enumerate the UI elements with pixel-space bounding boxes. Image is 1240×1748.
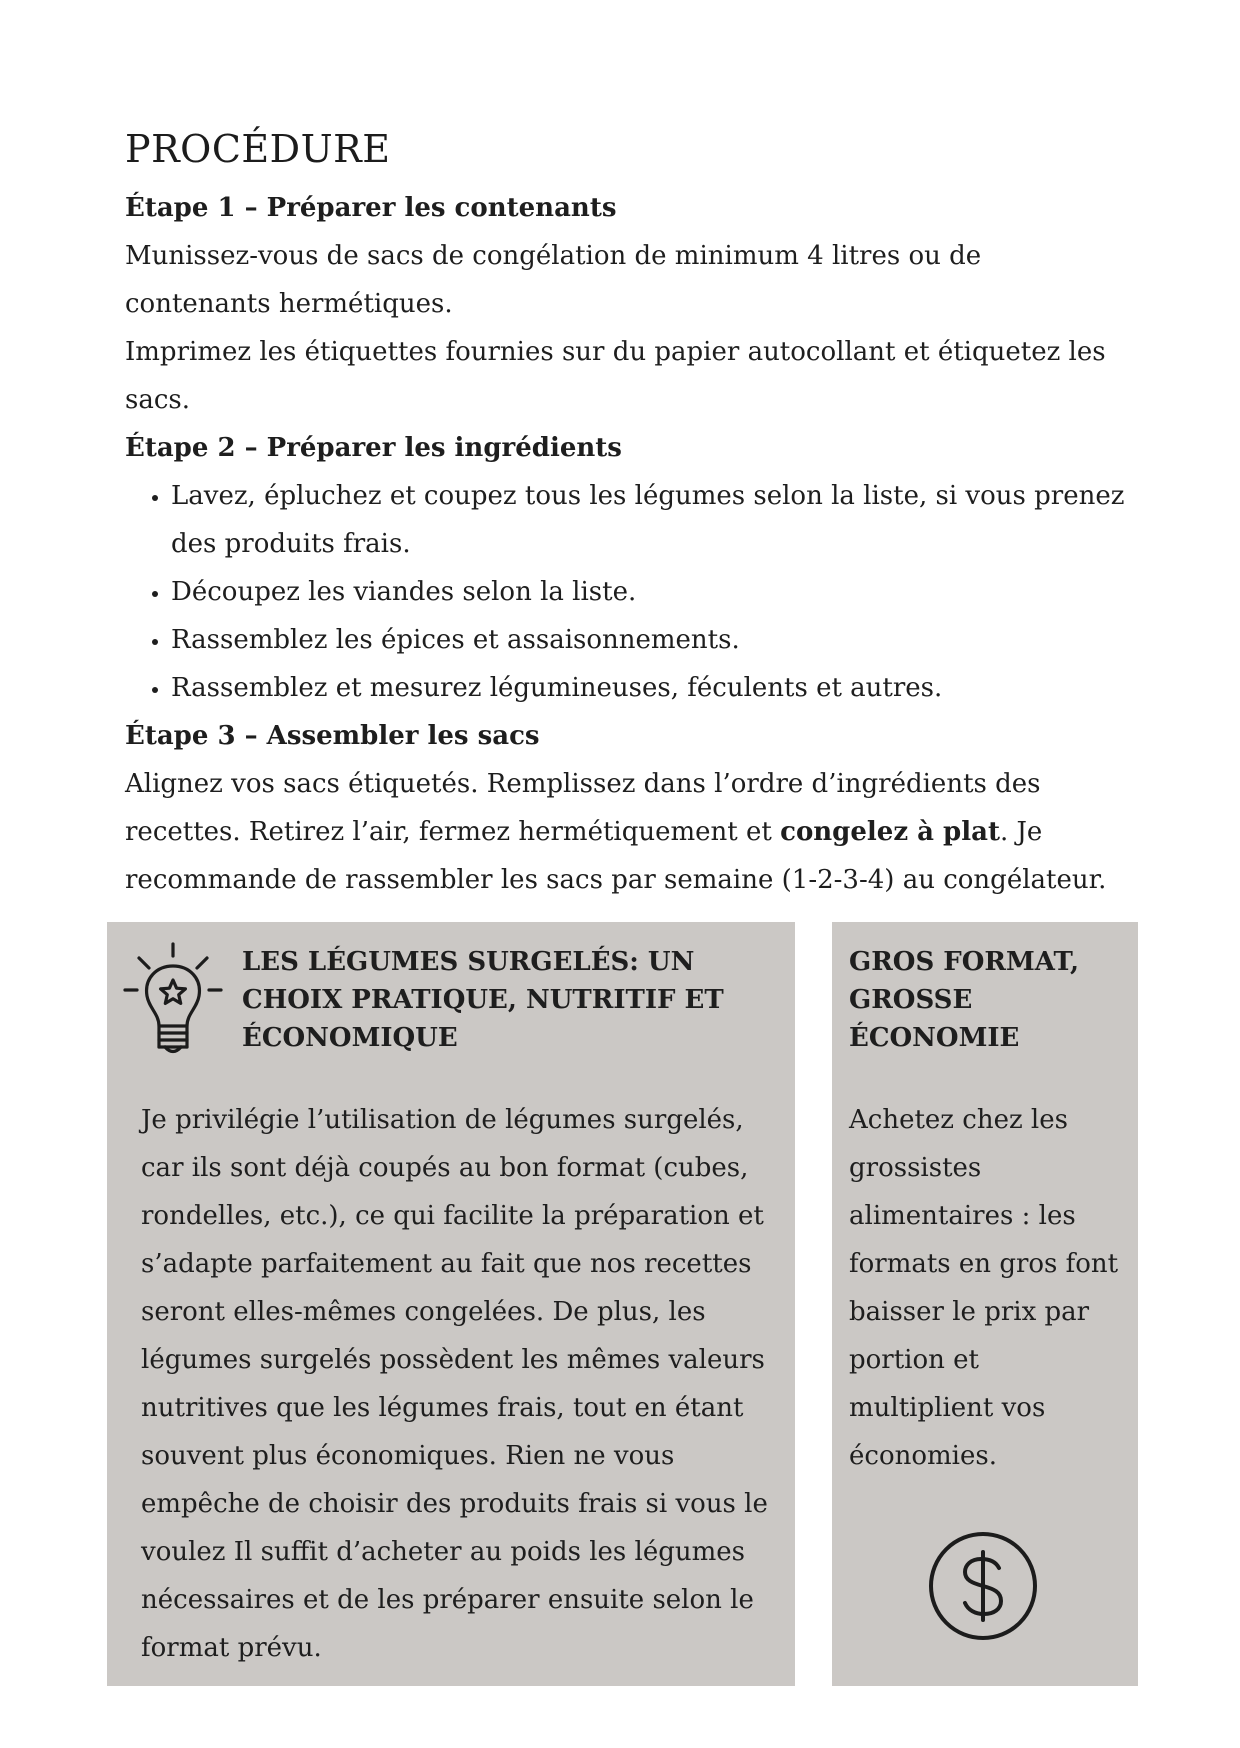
lightbulb-star-icon <box>123 942 223 1062</box>
step-2-title: Étape 2 – Préparer les ingrédients <box>125 433 622 463</box>
step-3-text-before: Alignez vos sacs étiquetés. Remplissez dans l’ordre d’ingrédients des recettes. Retirez l’air, fermez hermétiquement et <box>125 769 1041 847</box>
frozen-vegetables-title: LES LÉGUMES SURGELÉS: UN CHOIX PRATIQUE, NUTRITIF ET ÉCONOMIQUE <box>242 947 724 1053</box>
step-3-title: Étape 3 – Assembler les sacs <box>125 721 540 751</box>
step-1-title: Étape 1 – Préparer les contenants <box>125 193 617 223</box>
step-1-text-labels: Imprimez les étiquettes fournies sur du papier autocollant et étiquetez les sacs. <box>125 337 1106 415</box>
list-item: • Rassemblez les épices et assaisonnements. <box>171 616 1125 664</box>
bulk-format-box <box>832 922 1138 1686</box>
list-item: • Rassemblez et mesurez légumineuses, féculents et autres. <box>171 664 1125 712</box>
page-title: PROCÉDURE <box>125 127 391 171</box>
dollar-circle-icon <box>927 1530 1039 1642</box>
list-item: • Lavez, épluchez et coupez tous les légumes selon la liste, si vous prenez des produits frais. <box>171 472 1125 568</box>
bulk-format-text: Achetez chez les grossistes alimentaires : les formats en gros font baisser le prix par portion et multiplient vos économies. <box>849 1105 1119 1471</box>
step-1-text-containers: Munissez-vous de sacs de congélation de minimum 4 litres ou de contenants hermétiques. <box>125 241 982 319</box>
step-3-text-after: . Je recommande de rassembler les sacs par semaine (1-2-3-4) au congélateur. <box>125 817 1107 895</box>
step-2-list <box>125 472 1125 712</box>
list-item: • Découpez les viandes selon la liste. <box>171 568 1125 616</box>
step-3-text-bold: congelez à plat <box>780 817 1000 847</box>
step-3-text <box>125 760 1125 904</box>
frozen-vegetables-box <box>107 922 795 1686</box>
bulk-format-title: GROS FORMAT, GROSSE ÉCONOMIE <box>849 947 1080 1053</box>
frozen-vegetables-text: Je privilégie l’utilisation de légumes surgelés, car ils sont déjà coupés au bon format (cubes, rondelles, etc.), ce qui facilite la préparation et s’adapte parfaitement au fait que nos recettes seront elles-mêmes congelées. De plus, les légumes surgelés possèdent les mêmes valeurs nutritives que les légumes frais, tout en étant souvent plus économiques. Rien ne vous empêche de choisir des produits frais si vous le voulez Il suffit d’acheter au poids les légumes nécessaires et de les préparer ensuite selon le format prévu. <box>141 1105 768 1663</box>
procedure-section <box>125 120 1125 904</box>
